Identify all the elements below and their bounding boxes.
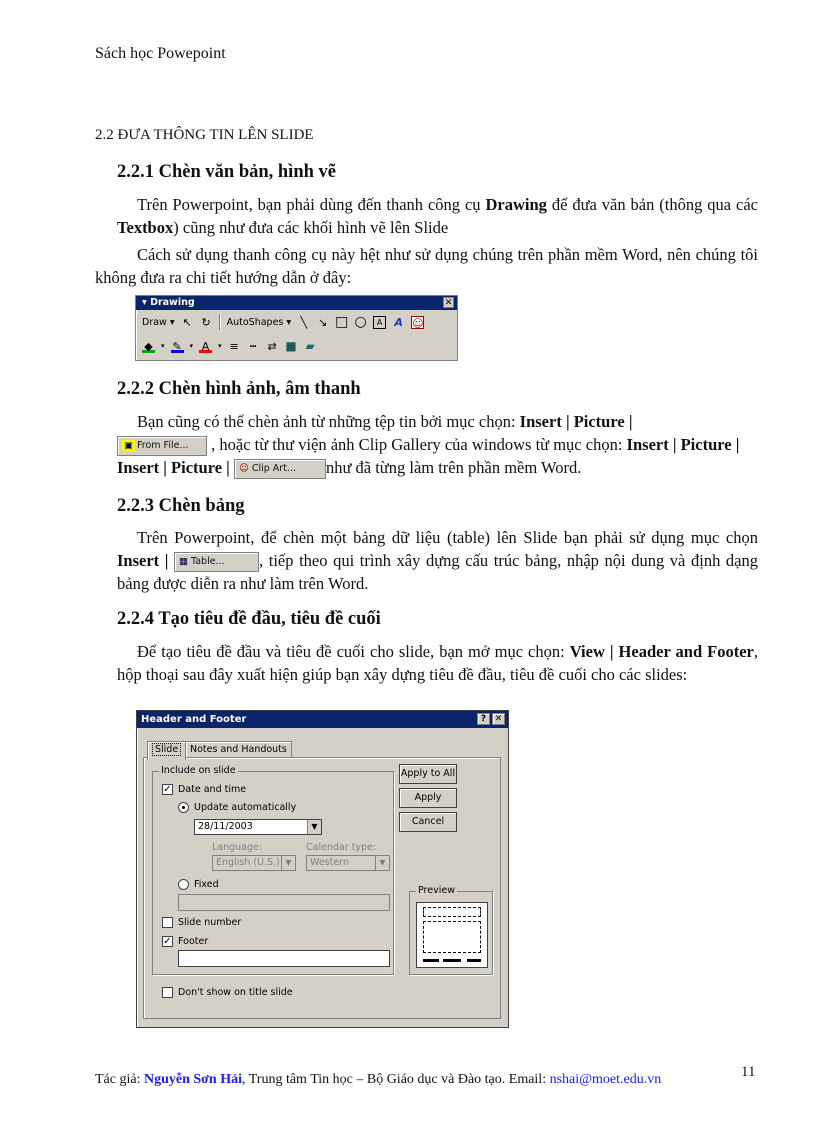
footer-checkbox[interactable]: ✓ Footer bbox=[163, 936, 209, 947]
3d-icon[interactable]: ▰ bbox=[305, 338, 315, 353]
shadow-icon[interactable]: ■ bbox=[285, 338, 297, 353]
clip-art-icon[interactable]: ☺ bbox=[412, 316, 424, 330]
cancel-button[interactable]: Cancel bbox=[399, 812, 457, 832]
fixed-text-field[interactable] bbox=[178, 894, 390, 911]
page-footer: Tác giả: Nguyễn Sơn Hải, Trung tâm Tin học – Bộ Giáo dục và Đào tạo. Email: nshai@moet.edu.vn bbox=[95, 1072, 662, 1087]
heading-2-2-4: 2.2.4 Tạo tiêu đề đầu, tiêu đề cuối bbox=[117, 609, 381, 629]
apply-to-all-button[interactable]: Apply to All bbox=[399, 764, 457, 784]
line-color-icon[interactable]: ✎ bbox=[172, 339, 182, 353]
footer-text-field[interactable] bbox=[178, 950, 390, 967]
paragraph-insert-picture-3: Insert | Picture | ☺ Clip Art... như đã từng làm trên phần mềm Word. bbox=[117, 456, 758, 479]
from-file-button: ▣ From File... bbox=[117, 436, 207, 456]
arrow-icon[interactable]: ↘ bbox=[318, 315, 328, 329]
paragraph-insert-picture-2: ▣ From File... , hoặc từ thư viện ảnh Clip Gallery của windows từ mục chọn: Insert | Picture | bbox=[117, 433, 758, 456]
oval-icon[interactable]: ○ bbox=[354, 313, 367, 330]
apply-button[interactable]: Apply bbox=[399, 788, 457, 808]
font-color-icon[interactable]: A bbox=[199, 340, 212, 353]
tab-slide[interactable]: Slide bbox=[147, 741, 186, 760]
paragraph-insert-picture: Bạn cũng có thể chèn ảnh từ những tệp tin bởi mục chọn: Insert | Picture | bbox=[137, 412, 633, 431]
update-automatically-radio[interactable]: Update automatically bbox=[178, 802, 296, 813]
dash-style-icon[interactable]: ┅ bbox=[249, 339, 257, 353]
language-label: Language: bbox=[212, 842, 263, 853]
calendar-type-label: Calendar type: bbox=[306, 842, 377, 853]
free-rotate-icon[interactable]: ↻ bbox=[201, 315, 211, 329]
author-name: Nguyễn Sơn Hải bbox=[143, 1072, 242, 1087]
rectangle-icon[interactable]: □ bbox=[335, 313, 349, 330]
heading-2-2-1: 2.2.1 Chèn văn bản, hình vẽ bbox=[117, 162, 336, 182]
clip-art-button: ☺ Clip Art... bbox=[234, 459, 326, 479]
slide-preview bbox=[416, 902, 488, 968]
line-style-icon[interactable]: ≡ bbox=[229, 339, 239, 353]
paragraph-insert-table: Trên Powerpoint, để chèn một bảng dữ liệu (table) lên Slide bạn phải sử dụng mục chọn Insert | ▦ Table... , tiếp theo qui trình xây dựng cấu trúc bảng, nhập nội dung và định dạng bảng được diễn ra như làm trên Word. bbox=[117, 528, 758, 594]
wordart-icon[interactable]: A bbox=[394, 315, 403, 329]
language-select[interactable]: English (U.S.) ▼ bbox=[212, 855, 296, 871]
table-button: ▦ Table... bbox=[174, 552, 259, 572]
autoshapes-menu-button[interactable]: AutoShapes ▾ bbox=[226, 316, 292, 328]
date-format-select[interactable]: 28/11/2003 ▼ bbox=[194, 819, 322, 835]
dialog-title: Header and Footer bbox=[141, 714, 247, 725]
drawing-toolbar: ▾ Drawing ✕ Draw ▾ ↖ ↻ AutoShapes ▾ ╲ ↘ □ ○ A A ☺ ◆ ▾ ✎ ▾ A ▾ ≡ ┅ ⇄ ■ ▰ bbox=[135, 295, 458, 361]
close-icon[interactable]: ✕ bbox=[444, 298, 453, 308]
slide-tab-panel bbox=[143, 757, 501, 1019]
dont-show-title-slide-checkbox[interactable]: Don't show on title slide bbox=[162, 987, 293, 998]
section-heading: 2.2 ĐƯA THÔNG TIN LÊN SLIDE bbox=[95, 127, 314, 143]
calendar-type-select[interactable]: Western ▼ bbox=[306, 855, 390, 871]
heading-2-2-3: 2.2.3 Chèn bảng bbox=[117, 496, 245, 516]
fill-color-icon[interactable]: ◆ bbox=[142, 340, 155, 353]
date-time-checkbox[interactable]: ✓ Date and time bbox=[163, 784, 247, 795]
toolbar-title: ▾ Drawing bbox=[142, 297, 195, 308]
help-icon[interactable]: ? bbox=[477, 713, 490, 725]
fixed-radio[interactable]: Fixed bbox=[178, 879, 219, 890]
email-link[interactable]: nshai@moet.edu.vn bbox=[549, 1072, 662, 1087]
preview-label: Preview bbox=[418, 885, 455, 896]
dialog-title-bar[interactable] bbox=[137, 711, 508, 728]
tab-notes-and-handouts[interactable]: Notes and Handouts bbox=[185, 741, 292, 758]
slide-number-checkbox[interactable]: Slide number bbox=[162, 917, 241, 928]
toolbar-title-bar[interactable] bbox=[136, 296, 457, 310]
draw-menu-button[interactable]: Draw ▾ bbox=[142, 316, 175, 328]
arrow-style-icon[interactable]: ⇄ bbox=[267, 339, 277, 353]
select-pointer-icon[interactable]: ↖ bbox=[182, 315, 192, 329]
close-icon[interactable]: ✕ bbox=[492, 713, 505, 725]
include-on-slide-label: Include on slide bbox=[161, 765, 236, 776]
paragraph-header-footer: Để tạo tiêu đề đầu và tiêu đề cuối cho slide, bạn mở mục chọn: View | Header and Footer, hộp thoại sau đây xuất hiện giúp bạn xây dựng tiêu đề đầu, tiêu đề cuối cho các slides: bbox=[117, 642, 758, 684]
page-number: 11 bbox=[741, 1064, 756, 1080]
preview-group bbox=[409, 885, 493, 975]
running-header: Sách học Powepoint bbox=[95, 45, 226, 62]
heading-2-2-2: 2.2.2 Chèn hình ảnh, âm thanh bbox=[117, 379, 361, 399]
paragraph-drawing: Trên Powerpoint, bạn phải dùng đến thanh công cụ Drawing để đưa văn bản (thông qua các Textbox) cũng như đưa các khối hình vẽ lên Slide bbox=[117, 195, 758, 237]
textbox-icon[interactable]: A bbox=[373, 316, 386, 329]
paragraph-word-usage: Cách sử dụng thanh công cụ này hệt như sử dụng chúng trên phần mềm Word, nên chúng tôi không đưa ra chi tiết hướng dẫn ở đây: bbox=[95, 245, 758, 287]
header-footer-dialog bbox=[136, 710, 509, 1028]
line-icon[interactable]: ╲ bbox=[300, 315, 307, 329]
